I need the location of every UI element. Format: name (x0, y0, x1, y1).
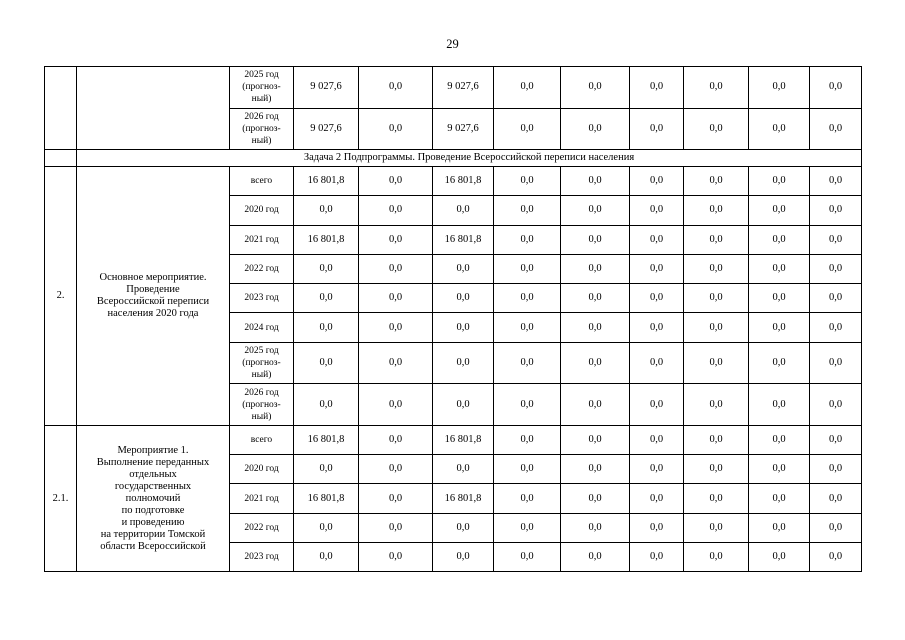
item-number: 2.1. (45, 425, 77, 571)
item-name-line: Основное мероприятие. (99, 271, 207, 283)
year-cell (230, 108, 294, 150)
value-cell: 0,0 (433, 542, 494, 571)
value-cell: 0,0 (810, 384, 862, 426)
task-row (45, 150, 862, 167)
value-cell: 0,0 (810, 425, 862, 454)
item-name (77, 425, 230, 571)
year-cell (230, 425, 294, 454)
year-label: (прогноз- (242, 82, 281, 93)
value-cell: 0,0 (684, 167, 749, 196)
value-cell: 0,0 (684, 542, 749, 571)
year-label: ный) (251, 370, 272, 381)
item-name-line: населения 2020 года (107, 307, 199, 319)
value-cell: 16 801,8 (433, 225, 494, 254)
value-cell: 0,0 (749, 425, 810, 454)
value-cell: 0,0 (630, 254, 684, 283)
year-label: 2020 год (244, 464, 279, 475)
year-label: (прогноз- (242, 358, 281, 369)
value-cell: 0,0 (359, 342, 433, 384)
value-cell: 0,0 (684, 225, 749, 254)
value-cell: 0,0 (810, 313, 862, 342)
value-cell: 0,0 (494, 484, 561, 513)
value-cell: 0,0 (684, 455, 749, 484)
value-cell: 0,0 (749, 254, 810, 283)
value-cell: 0,0 (810, 225, 862, 254)
value-cell: 0,0 (294, 542, 359, 571)
value-cell: 0,0 (433, 196, 494, 225)
value-cell: 0,0 (561, 484, 630, 513)
value-cell: 0,0 (630, 108, 684, 150)
year-label: всего (250, 434, 273, 445)
value-cell: 0,0 (561, 384, 630, 426)
value-cell: 0,0 (749, 455, 810, 484)
value-cell: 0,0 (630, 284, 684, 313)
value-cell: 0,0 (494, 225, 561, 254)
year-label: 2026 год (244, 111, 279, 122)
value-cell: 0,0 (294, 313, 359, 342)
value-cell: 0,0 (359, 425, 433, 454)
table-row (45, 167, 862, 196)
value-cell: 0,0 (359, 254, 433, 283)
item-name-line: государственных (114, 480, 192, 492)
year-cell (230, 67, 294, 109)
year-label: ный) (251, 135, 272, 146)
value-cell: 0,0 (684, 108, 749, 150)
value-cell: 0,0 (561, 542, 630, 571)
value-cell: 16 801,8 (433, 425, 494, 454)
value-cell: 0,0 (810, 513, 862, 542)
value-cell: 0,0 (294, 342, 359, 384)
page-number: 29 (446, 37, 459, 51)
value-cell: 0,0 (433, 384, 494, 426)
value-cell: 0,0 (810, 455, 862, 484)
value-cell: 0,0 (749, 67, 810, 109)
value-cell: 0,0 (810, 284, 862, 313)
value-cell: 0,0 (561, 513, 630, 542)
value-cell: 0,0 (749, 225, 810, 254)
item-name-line: и проведению (121, 516, 185, 528)
empty-number-cell (45, 67, 77, 150)
year-cell (230, 542, 294, 571)
value-cell: 0,0 (494, 167, 561, 196)
value-cell: 0,0 (810, 196, 862, 225)
year-cell (230, 513, 294, 542)
value-cell: 0,0 (749, 196, 810, 225)
value-cell: 0,0 (630, 313, 684, 342)
value-cell: 0,0 (433, 342, 494, 384)
value-cell: 0,0 (433, 313, 494, 342)
value-cell: 0,0 (561, 425, 630, 454)
year-label: 2025 год (244, 346, 279, 357)
value-cell: 0,0 (494, 284, 561, 313)
value-cell: 0,0 (810, 484, 862, 513)
year-label: ный) (251, 411, 272, 422)
value-cell: 0,0 (630, 67, 684, 109)
value-cell: 0,0 (749, 484, 810, 513)
value-cell: 0,0 (294, 513, 359, 542)
value-cell: 9 027,6 (294, 67, 359, 109)
value-cell: 0,0 (294, 384, 359, 426)
value-cell: 0,0 (684, 513, 749, 542)
value-cell: 0,0 (810, 67, 862, 109)
value-cell: 0,0 (359, 167, 433, 196)
value-cell: 0,0 (810, 108, 862, 150)
year-cell (230, 455, 294, 484)
value-cell: 0,0 (359, 284, 433, 313)
value-cell: 0,0 (810, 542, 862, 571)
value-cell: 0,0 (359, 542, 433, 571)
item-name-line: области Всероссийской (100, 540, 206, 552)
year-cell (230, 484, 294, 513)
year-cell (230, 196, 294, 225)
year-label: 2020 год (244, 205, 279, 216)
value-cell: 0,0 (561, 455, 630, 484)
value-cell: 0,0 (494, 67, 561, 109)
value-cell: 0,0 (494, 384, 561, 426)
value-cell: 0,0 (433, 284, 494, 313)
task-title: Задача 2 Подпрограммы. Проведение Всероссийской переписи населения (77, 150, 862, 167)
value-cell: 0,0 (749, 284, 810, 313)
year-cell (230, 313, 294, 342)
item-name-line: по подготовке (121, 504, 185, 516)
value-cell: 0,0 (359, 484, 433, 513)
value-cell: 0,0 (561, 108, 630, 150)
value-cell: 16 801,8 (433, 484, 494, 513)
value-cell: 0,0 (684, 67, 749, 109)
value-cell: 0,0 (494, 108, 561, 150)
value-cell: 0,0 (630, 167, 684, 196)
value-cell: 0,0 (630, 196, 684, 225)
table-row (45, 425, 862, 454)
value-cell: 0,0 (433, 455, 494, 484)
value-cell: 0,0 (494, 513, 561, 542)
value-cell: 0,0 (749, 167, 810, 196)
value-cell: 0,0 (749, 313, 810, 342)
value-cell: 0,0 (494, 455, 561, 484)
value-cell: 0,0 (494, 542, 561, 571)
value-cell: 0,0 (359, 513, 433, 542)
value-cell: 0,0 (494, 342, 561, 384)
item-number: 2. (45, 167, 77, 426)
value-cell: 0,0 (684, 313, 749, 342)
value-cell: 0,0 (561, 196, 630, 225)
value-cell: 0,0 (494, 425, 561, 454)
value-cell: 0,0 (561, 167, 630, 196)
value-cell: 0,0 (359, 196, 433, 225)
value-cell: 0,0 (684, 284, 749, 313)
value-cell: 0,0 (359, 455, 433, 484)
value-cell: 0,0 (810, 342, 862, 384)
value-cell: 0,0 (494, 254, 561, 283)
empty-number-cell (45, 150, 77, 167)
item-name-line: на территории Томской (100, 528, 206, 540)
value-cell: 16 801,8 (294, 225, 359, 254)
budget-table (44, 66, 862, 572)
year-label: всего (250, 176, 273, 187)
value-cell: 0,0 (561, 225, 630, 254)
value-cell: 9 027,6 (433, 108, 494, 150)
value-cell: 0,0 (561, 284, 630, 313)
value-cell: 0,0 (810, 254, 862, 283)
empty-name-cell (77, 67, 230, 150)
value-cell: 0,0 (630, 542, 684, 571)
year-label: ный) (251, 94, 272, 105)
item-name-line: отдельных (129, 468, 177, 480)
value-cell: 0,0 (359, 108, 433, 150)
value-cell: 0,0 (684, 254, 749, 283)
value-cell: 0,0 (810, 167, 862, 196)
item-name-line: Всероссийской переписи (96, 295, 210, 307)
value-cell: 0,0 (294, 254, 359, 283)
value-cell: 0,0 (294, 455, 359, 484)
year-label: 2021 год (244, 493, 279, 504)
year-label: (прогноз- (242, 123, 281, 134)
value-cell: 9 027,6 (433, 67, 494, 109)
value-cell: 0,0 (749, 384, 810, 426)
value-cell: 0,0 (294, 196, 359, 225)
value-cell: 0,0 (359, 67, 433, 109)
item-name-line: Проведение (126, 283, 180, 295)
year-cell (230, 167, 294, 196)
year-cell (230, 284, 294, 313)
value-cell: 16 801,8 (433, 167, 494, 196)
item-name-line: Мероприятие 1. (117, 444, 189, 456)
value-cell: 0,0 (561, 342, 630, 384)
value-cell: 0,0 (561, 313, 630, 342)
value-cell: 0,0 (749, 342, 810, 384)
value-cell: 0,0 (494, 196, 561, 225)
value-cell: 0,0 (684, 384, 749, 426)
year-cell (230, 254, 294, 283)
value-cell: 0,0 (630, 425, 684, 454)
year-label: 2026 год (244, 387, 279, 398)
value-cell: 16 801,8 (294, 167, 359, 196)
value-cell: 0,0 (749, 513, 810, 542)
value-cell: 0,0 (561, 67, 630, 109)
value-cell: 0,0 (294, 284, 359, 313)
year-label: 2022 год (244, 264, 279, 275)
value-cell: 0,0 (494, 313, 561, 342)
value-cell: 0,0 (630, 225, 684, 254)
year-label: 2023 год (244, 293, 279, 304)
value-cell: 0,0 (749, 542, 810, 571)
value-cell: 0,0 (433, 513, 494, 542)
table-row (45, 67, 862, 109)
value-cell: 0,0 (630, 455, 684, 484)
year-cell (230, 225, 294, 254)
value-cell: 0,0 (359, 313, 433, 342)
year-cell (230, 384, 294, 426)
value-cell: 16 801,8 (294, 425, 359, 454)
value-cell: 0,0 (684, 196, 749, 225)
year-label: 2022 год (244, 522, 279, 533)
year-label: 2025 год (244, 70, 279, 81)
item-name-line: полномочий (125, 492, 181, 504)
value-cell: 0,0 (433, 254, 494, 283)
value-cell: 0,0 (630, 384, 684, 426)
value-cell: 0,0 (630, 484, 684, 513)
year-label: 2023 год (244, 552, 279, 563)
item-name (77, 167, 230, 426)
value-cell: 0,0 (630, 342, 684, 384)
value-cell: 0,0 (684, 484, 749, 513)
value-cell: 0,0 (684, 342, 749, 384)
item-name-line: Выполнение переданных (96, 456, 210, 468)
value-cell: 0,0 (561, 254, 630, 283)
value-cell: 0,0 (749, 108, 810, 150)
value-cell: 0,0 (684, 425, 749, 454)
year-label: (прогноз- (242, 399, 281, 410)
year-cell (230, 342, 294, 384)
value-cell: 16 801,8 (294, 484, 359, 513)
value-cell: 0,0 (359, 384, 433, 426)
value-cell: 0,0 (359, 225, 433, 254)
year-label: 2021 год (244, 234, 279, 245)
value-cell: 9 027,6 (294, 108, 359, 150)
year-label: 2024 год (244, 322, 279, 333)
value-cell: 0,0 (630, 513, 684, 542)
